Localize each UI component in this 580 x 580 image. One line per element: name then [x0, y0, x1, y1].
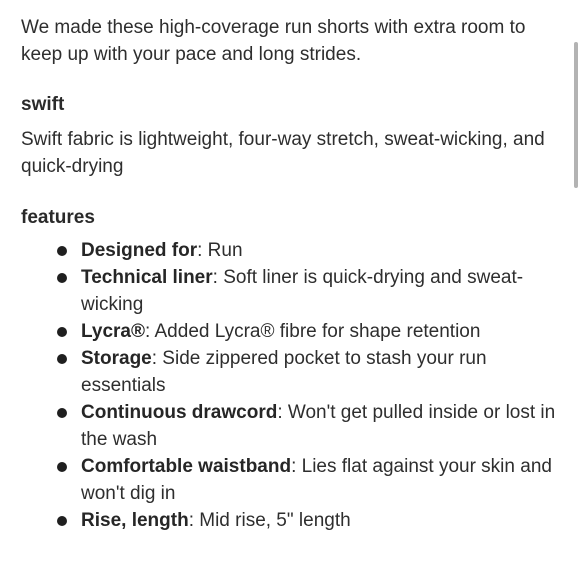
features-heading: features — [21, 207, 95, 228]
feature-detail: : Mid rise, 5" length — [188, 510, 351, 531]
feature-name: Designed for — [81, 240, 198, 261]
bullet-icon — [57, 327, 67, 337]
bullet-icon — [57, 273, 67, 283]
scrollbar-thumb[interactable] — [574, 42, 578, 188]
feature-detail: : Added Lycra® fibre for shape retention — [145, 321, 481, 342]
feature-detail: : Side zippered pocket to stash your run essentials — [81, 348, 487, 396]
feature-item — [21, 318, 556, 345]
feature-detail: : Won't get pulled inside or lost in the wash — [81, 402, 556, 450]
product-description — [21, 14, 556, 534]
feature-name: Technical liner — [81, 267, 213, 288]
swift-heading: swift — [21, 94, 65, 115]
feature-detail: : Lies flat against your skin and won't dig in — [81, 456, 552, 504]
bullet-icon — [57, 462, 67, 472]
bullet-icon — [57, 246, 67, 256]
feature-item — [21, 237, 556, 264]
scrollbar[interactable] — [572, 0, 580, 580]
swift-text: Swift fabric is lightweight, four-way stretch, sweat-wicking, and quick-drying — [21, 129, 545, 177]
feature-item — [21, 453, 556, 507]
feature-list — [21, 237, 556, 534]
feature-name: Rise, length — [81, 510, 189, 531]
feature-item — [21, 399, 556, 453]
feature-detail: : Soft liner is quick-drying and sweat-wicking — [81, 267, 524, 315]
feature-item — [21, 507, 556, 534]
feature-item — [21, 264, 556, 318]
bullet-icon — [57, 408, 67, 418]
bullet-icon — [57, 516, 67, 526]
intro-text: We made these high-coverage run shorts with extra room to keep up with your pace and long strides. — [21, 17, 526, 65]
feature-name: Comfortable waistband — [81, 456, 292, 477]
feature-detail: : Run — [197, 240, 243, 261]
feature-name: Storage — [81, 348, 152, 369]
feature-item — [21, 345, 556, 399]
feature-name: Lycra® — [81, 321, 145, 342]
bullet-icon — [57, 354, 67, 364]
feature-name: Continuous drawcord — [81, 402, 278, 423]
